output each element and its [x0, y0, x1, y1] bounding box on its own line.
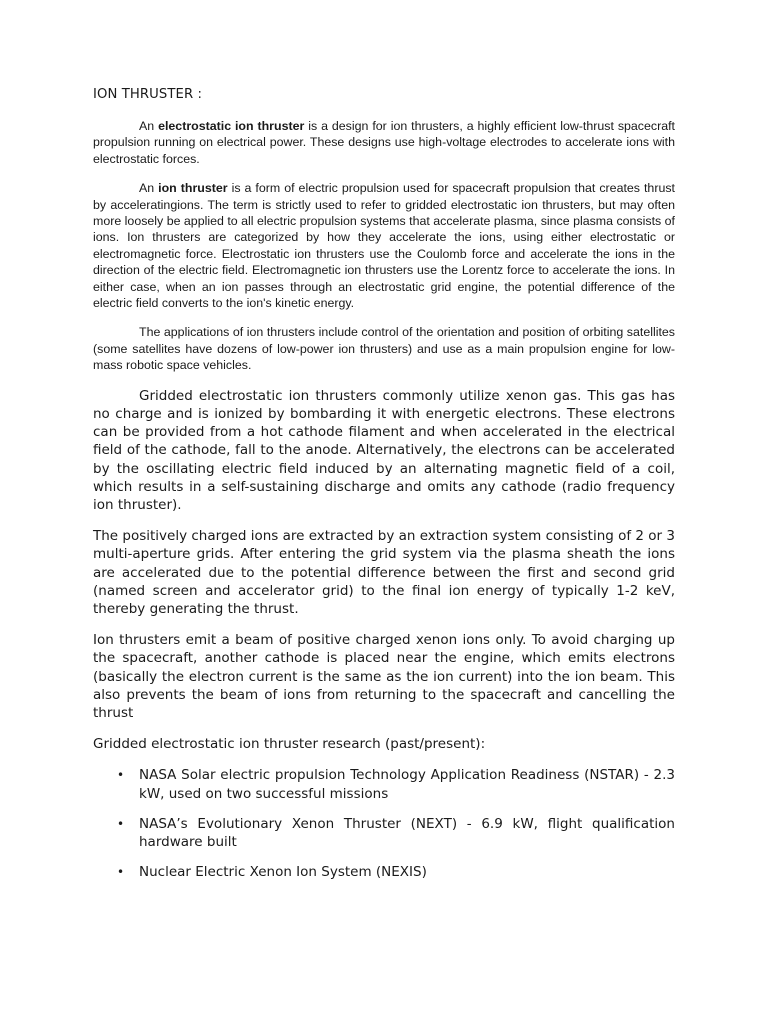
paragraph-applications: The applications of ion thrusters include control of the orientation and position of orbiting satellites (some satellites have dozens of low-power ion thrusters) and use as a main propulsion engine for low-mass robotic space vehicles. [93, 325, 675, 373]
list-item-text: NASA’s Evolutionary Xenon Thruster (NEXT) - 6.9 kW, flight qualification hardware built [139, 815, 675, 850]
list-item-text: Nuclear Electric Xenon Ion System (NEXIS) [139, 864, 427, 881]
paragraph-xenon-gas: Gridded electrostatic ion thrusters commonly utilize xenon gas. This gas has no charge and is ionized by bombarding it with energetic electrons. These electrons can be provided from a hot cathode filament and when accelerated in the electrical field of the cathode, fall to the anode. Alternatively, the electrons can be accelerated by the oscillating electric field induced by an alternating magnetic field of a coil, which results in a self-sustaining discharge and omits any cathode (radio frequency ion thruster). [93, 387, 675, 513]
list-item [93, 863, 675, 881]
bullet-icon: • [117, 816, 125, 831]
paragraph-electrostatic-definition [93, 118, 675, 167]
list-item-text: NASA Solar electric propulsion Technology Application Readiness (NSTAR) - 2.3 kW, used on two successful missions [139, 767, 675, 802]
paragraph-lead: An [139, 119, 159, 133]
paragraph-body: is a form of electric propulsion used for spacecraft propulsion that creates thrust by acceleratingions. The term is strictly used to refer to gridded electrostatic ion thrusters, but may often more loosely be applied to all electric propulsion systems that accelerate plasma, since plasma consists of ions. Ion thrusters are categorized by how they accelerate the ions, using either electrostatic or electromagnetic force. Electrostatic ion thrusters use the Coulomb force and accelerate the ions in the direction of the electric field. Electromagnetic ion thrusters use the Lorentz force to accelerate the ions. In either case, when an ion passes through an electrostatic grid engine, the potential difference of the electric field converts to the ion's kinetic energy. [93, 181, 675, 311]
list-item [93, 815, 675, 851]
bullet-icon: • [117, 865, 125, 880]
paragraph-ion-thruster-definition [93, 180, 675, 311]
paragraph-research-heading: Gridded electrostatic ion thruster research (past/present): [93, 736, 486, 753]
research-list [93, 766, 675, 881]
term-electrostatic-ion-thruster: electrostatic ion thruster [158, 119, 305, 133]
paragraph-extraction-grids: The positively charged ions are extracted by an extraction system consisting of 2 or 3 multi-aperture grids. After entering the grid system via the plasma sheath the ions are accelerated due to the potential difference between the first and second grid (named screen and accelerator grid) to the final ion energy of typically 1-2 keV, thereby generating the thrust. [93, 528, 675, 617]
list-item [93, 766, 675, 802]
bullet-icon: • [117, 768, 125, 783]
document-page [93, 86, 675, 893]
paragraph-body: is a design for ion thrusters, a highly efficient low-thrust spacecraft propulsion running on electrical power. These designs use high-voltage electrodes to accelerate ions with electrostatic forces. [93, 119, 675, 166]
paragraph-neutralizer-cathode: Ion thrusters emit a beam of positive charged xenon ions only. To avoid charging up the spacecraft, another cathode is placed near the engine, which emits electrons (basically the electron current is the same as the ion current) into the ion beam. This also prevents the beam of ions from returning to the spacecraft and cancelling the thrust [93, 632, 675, 721]
paragraph-lead: An [139, 181, 159, 196]
term-ion-thruster: ion thruster [158, 181, 228, 196]
document-title: ION THRUSTER : [93, 87, 203, 102]
